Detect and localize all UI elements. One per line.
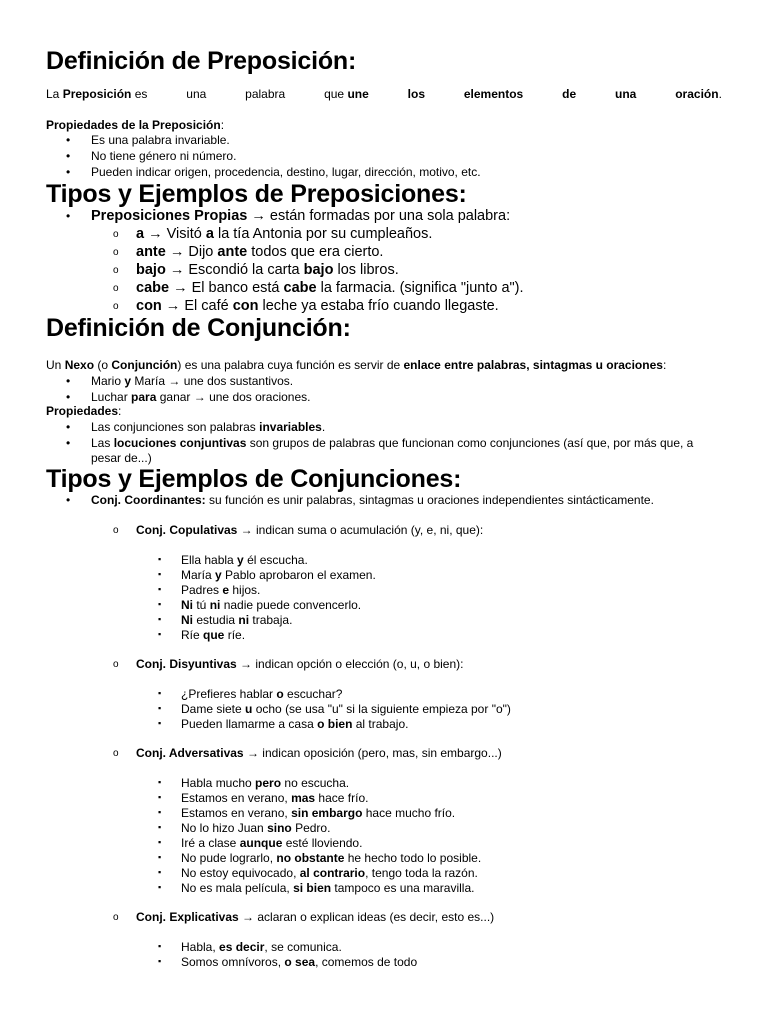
conj-example-item	[181, 718, 408, 730]
conj-group-example-seg: , se comunica.	[264, 940, 342, 954]
conj-group-example-seg: y	[215, 568, 222, 582]
conj-group-heading	[136, 658, 464, 670]
square-bullet-icon: ▪	[158, 792, 162, 802]
conj-group-example-seg: u	[245, 702, 253, 716]
conj-group-example-seg: No es mala película,	[181, 881, 294, 895]
prep-intro-word	[562, 88, 576, 100]
prep-intro-word	[245, 88, 285, 100]
conj-group-example-seg: Estamos en verano,	[181, 806, 292, 820]
conj-group-example-seg: Habla,	[181, 940, 220, 954]
prep-example-seg: bajo	[303, 262, 334, 278]
heading-prep-definition: Definición de Preposición:	[46, 47, 357, 75]
conj-group-heading-bold: Conj. Copulativas	[136, 523, 238, 537]
prep-example-item	[136, 227, 432, 242]
heading-prep-types: Tipos y Ejemplos de Preposiciones:	[46, 180, 467, 208]
prep-intro-seg: palabra	[245, 87, 286, 101]
conj-property-item	[91, 437, 693, 449]
prep-example-seg: la farmacia. (significa "junto a").	[316, 280, 524, 296]
conj-group-example-seg: hace mucho frío.	[362, 806, 456, 820]
conj-example-item	[91, 375, 293, 387]
conj-types-item-bold: Conj. Coordinantes:	[91, 493, 206, 507]
prep-types-item	[91, 209, 510, 224]
conj-group-heading	[136, 747, 502, 759]
circle-bullet-icon: o	[113, 229, 119, 240]
heading-conj-definition: Definición de Conjunción:	[46, 314, 351, 342]
prep-example-item	[136, 245, 383, 260]
prep-example-seg: a	[205, 226, 214, 242]
conj-example-item	[181, 837, 362, 849]
circle-bullet-icon: o	[113, 748, 119, 759]
prep-intro-word	[464, 88, 523, 100]
conj-example-item	[181, 941, 342, 953]
conj-group-example-seg: no obstante	[276, 851, 345, 865]
conj-example-seg: ganar → une dos oraciones.	[156, 390, 311, 404]
prep-example-seg: → Dijo	[165, 244, 218, 260]
conj-group-example-seg: ni	[209, 598, 221, 612]
conj-group-example-seg: Estamos en verano,	[181, 791, 292, 805]
conj-example-item	[181, 614, 292, 626]
conj-property-seg: Las	[91, 436, 114, 450]
square-bullet-icon: ▪	[158, 569, 162, 579]
circle-bullet-icon: o	[113, 912, 119, 923]
conj-props-continuation: pesar de...)	[91, 451, 152, 465]
prep-example-seg: → El café	[161, 298, 233, 314]
conj-group-heading-rest: → aclaran o explican ideas (es decir, esto es...)	[238, 910, 495, 924]
conj-group-example-seg: ni	[238, 613, 250, 627]
circle-bullet-icon: o	[113, 301, 119, 312]
square-bullet-icon: ▪	[158, 688, 162, 698]
conj-intro-seg: ) es una palabra cuya función es servir de	[177, 358, 404, 372]
prep-property-item: No tiene género ni número.	[91, 149, 237, 163]
conj-group-example-seg: no escucha.	[281, 776, 350, 790]
prep-example-seg: → Escondió la carta	[165, 262, 304, 278]
conj-group-example-seg: Ríe	[181, 628, 204, 642]
conj-group-example-seg: tú	[193, 598, 210, 612]
conj-group-example-seg: , tengo toda la razón.	[365, 866, 478, 880]
prep-intro-word	[46, 88, 147, 100]
conj-group-example-seg: Pedro.	[291, 821, 331, 835]
conj-group-example-seg: Habla mucho	[181, 776, 256, 790]
conj-group-example-seg: No estoy equivocado,	[181, 866, 300, 880]
prep-intro-word	[615, 88, 636, 100]
circle-bullet-icon: o	[113, 525, 119, 536]
conj-example-seg: María → une dos sustantivos.	[131, 374, 294, 388]
conj-group-example-seg: No lo hizo Juan	[181, 821, 268, 835]
conj-intro-seg: enlace entre palabras, sintagmas u oraciones	[403, 358, 663, 372]
square-bullet-icon: ▪	[158, 554, 162, 564]
bullet-icon: •	[66, 390, 71, 404]
conj-group-example-seg: hace frío.	[315, 791, 369, 805]
circle-bullet-icon: o	[113, 265, 119, 276]
conj-group-example-seg: Somos omnívoros,	[181, 955, 285, 969]
square-bullet-icon: ▪	[158, 822, 162, 832]
prep-example-seg: con	[136, 298, 162, 314]
square-bullet-icon: ▪	[158, 629, 162, 639]
prep-example-item	[136, 263, 399, 278]
prep-intro-seg: .	[718, 87, 722, 101]
bullet-icon: •	[66, 420, 71, 434]
prep-intro-seg: elementos	[463, 87, 524, 101]
conj-example-seg: para	[131, 390, 157, 404]
conj-group-example-seg: No pude lograrlo,	[181, 851, 277, 865]
square-bullet-icon: ▪	[158, 867, 162, 877]
conj-intro-seg: Nexo	[64, 358, 95, 372]
square-bullet-icon: ▪	[158, 941, 162, 951]
prep-types-item-rest: → están formadas por una sola palabra:	[247, 208, 511, 224]
square-bullet-icon: ▪	[158, 614, 162, 624]
prep-example-seg: → Visitó	[144, 226, 206, 242]
conj-group-example-seg: esté lloviendo.	[282, 836, 363, 850]
conj-group-example-seg: si bien	[293, 881, 332, 895]
conj-property-seg: locuciones conjuntivas	[113, 436, 247, 450]
conj-group-example-seg: sino	[267, 821, 292, 835]
conj-group-example-seg: Ni	[181, 613, 193, 627]
prep-example-seg: cabe	[283, 280, 317, 296]
conj-group-example-seg: trabaja.	[249, 613, 293, 627]
conj-example-item	[181, 688, 342, 700]
square-bullet-icon: ▪	[158, 703, 162, 713]
conj-group-example-seg: estudia	[193, 613, 239, 627]
prep-example-item	[136, 281, 524, 296]
conj-example-item	[181, 867, 478, 879]
circle-bullet-icon: o	[113, 247, 119, 258]
heading-conj-types: Tipos y Ejemplos de Conjunciones:	[46, 465, 462, 493]
prep-intro-seg: une	[347, 87, 369, 101]
conj-group-example-seg: ¿Prefieres hablar	[181, 687, 277, 701]
bullet-icon: •	[66, 436, 71, 450]
prep-example-seg: ante	[136, 244, 166, 260]
conj-props-label-text: Propiedades	[46, 404, 119, 418]
conj-group-example-seg: o	[276, 687, 284, 701]
conj-group-example-seg: es decir	[219, 940, 265, 954]
conj-group-example-seg: al trabajo.	[352, 717, 409, 731]
prep-example-seg: ante	[217, 244, 248, 260]
prep-intro-seg: una	[615, 87, 637, 101]
square-bullet-icon: ▪	[158, 807, 162, 817]
prep-intro-seg: una	[186, 87, 207, 101]
conj-group-example-seg: hijos.	[229, 583, 261, 597]
conj-group-example-seg: mas	[291, 791, 316, 805]
conj-group-example-seg: que	[203, 628, 225, 642]
conj-group-example-seg: Padres	[181, 583, 223, 597]
prep-example-seg: cabe	[136, 280, 170, 296]
conj-group-heading-bold: Conj. Explicativas	[136, 910, 239, 924]
conj-props-label	[46, 405, 121, 417]
prep-intro-seg: oración	[675, 87, 719, 101]
bullet-icon: •	[66, 165, 71, 179]
prep-example-seg: la tía Antonia por su cumpleaños.	[213, 226, 433, 242]
conj-example-item	[181, 629, 245, 641]
conj-property-seg: .	[321, 420, 326, 434]
conj-intro-line	[46, 359, 666, 371]
conj-property-seg: Las conjunciones son palabras	[91, 420, 260, 434]
conj-group-example-seg: Pueden llamarme a casa	[181, 717, 318, 731]
prep-intro-seg: La	[46, 87, 63, 101]
conj-example-seg: Luchar	[91, 390, 132, 404]
prep-intro-seg: los	[407, 87, 425, 101]
conj-group-example-seg: escuchar?	[283, 687, 343, 701]
bullet-icon: •	[66, 493, 71, 507]
conj-group-example-seg: e	[222, 583, 230, 597]
conj-group-heading-rest: → indican oposición (pero, mas, sin embargo...)	[243, 746, 502, 760]
conj-property-seg: son grupos de palabras que funcionan como conjunciones (así que, por más que, a	[246, 436, 694, 450]
prep-props-label	[46, 119, 224, 131]
conj-example-item	[181, 584, 260, 596]
prep-intro-seg: es	[131, 87, 148, 101]
prep-intro-word	[186, 88, 206, 100]
conj-group-example-seg: María	[181, 568, 216, 582]
conj-group-heading-rest: → indican opción o elección (o, u, o bien):	[236, 657, 464, 671]
conj-group-example-seg: pero	[255, 776, 282, 790]
conj-example-item	[181, 703, 511, 715]
conj-group-example-seg: he hecho todo lo posible.	[344, 851, 482, 865]
conj-example-item	[181, 852, 481, 864]
conj-example-item	[91, 391, 311, 403]
prep-props-colon: :	[220, 118, 225, 132]
bullet-icon: •	[66, 209, 71, 223]
conj-group-example-seg: Ella habla	[181, 553, 238, 567]
conj-group-heading	[136, 911, 494, 923]
bullet-icon: •	[66, 133, 71, 147]
prep-intro-word	[324, 88, 369, 100]
conj-types-item	[91, 494, 654, 506]
prep-props-label-text: Propiedades de la Preposición	[46, 118, 221, 132]
conj-group-heading-rest: → indican suma o acumulación (y, e, ni, que):	[237, 523, 484, 537]
conj-group-example-seg: o sea	[284, 955, 316, 969]
conj-example-seg: Mario	[91, 374, 125, 388]
conj-example-item	[181, 956, 417, 968]
prep-intro-word	[675, 88, 722, 100]
prep-example-seg: con	[232, 298, 259, 314]
conj-types-item-rest: su función es unir palabras, sintagmas u oraciones independientes sintácticamente.	[205, 493, 654, 507]
conj-example-item	[181, 882, 474, 894]
conj-group-example-seg: ríe.	[224, 628, 246, 642]
square-bullet-icon: ▪	[158, 956, 162, 966]
square-bullet-icon: ▪	[158, 837, 162, 847]
conj-example-item	[181, 822, 330, 834]
prep-example-seg: → El banco está	[169, 280, 284, 296]
conj-group-example-seg: nadie puede convencerlo.	[220, 598, 362, 612]
prep-intro-seg: Preposición	[62, 87, 132, 101]
prep-types-item-bold: Preposiciones Propias	[91, 208, 248, 224]
conj-intro-seg: Conjunción	[111, 358, 178, 372]
conj-group-example-seg: él escucha.	[243, 553, 308, 567]
prep-example-seg: bajo	[136, 262, 166, 278]
conj-intro-seg: Un	[46, 358, 65, 372]
conj-group-example-seg: Dame siete	[181, 702, 246, 716]
prep-intro-word	[408, 88, 425, 100]
conj-group-example-seg: , comemos de todo	[315, 955, 418, 969]
prep-example-item	[136, 299, 499, 314]
prep-intro-line	[46, 88, 722, 100]
conj-group-example-seg: o bien	[317, 717, 353, 731]
conj-example-item	[181, 777, 349, 789]
bullet-icon: •	[66, 374, 71, 388]
conj-group-example-seg: Iré a clase	[181, 836, 240, 850]
conj-group-example-seg: tampoco es una maravilla.	[331, 881, 475, 895]
conj-group-heading-bold: Conj. Adversativas	[136, 746, 244, 760]
conj-group-heading-bold: Conj. Disyuntivas	[136, 657, 237, 671]
conj-example-item	[181, 554, 308, 566]
conj-example-item	[181, 807, 455, 819]
conj-example-item	[181, 792, 368, 804]
conj-group-heading	[136, 524, 483, 536]
circle-bullet-icon: o	[113, 283, 119, 294]
conj-group-example-seg: y	[237, 553, 244, 567]
prep-property-item: Es una palabra invariable.	[91, 133, 230, 147]
conj-group-example-seg: ocho (se usa "u" si la siguiente empieza por "o")	[252, 702, 511, 716]
prep-property-item: Pueden indicar origen, procedencia, destino, lugar, dirección, motivo, etc.	[91, 165, 481, 179]
conj-intro-seg: :	[662, 358, 667, 372]
conj-group-example-seg: aunque	[239, 836, 283, 850]
bullet-icon: •	[66, 149, 71, 163]
prep-intro-seg: de	[562, 87, 577, 101]
conj-example-item	[181, 569, 376, 581]
prep-example-seg: todos que era cierto.	[247, 244, 384, 260]
conj-group-example-seg: Pablo aprobaron el examen.	[221, 568, 376, 582]
square-bullet-icon: ▪	[158, 777, 162, 787]
conj-property-seg: invariables	[259, 420, 322, 434]
conj-intro-seg: (o	[94, 358, 112, 372]
prep-example-seg: leche ya estaba frío cuando llegaste.	[258, 298, 499, 314]
circle-bullet-icon: o	[113, 659, 119, 670]
prep-example-seg: los libros.	[333, 262, 399, 278]
conj-group-example-seg: al contrario	[299, 866, 366, 880]
conj-property-item	[91, 421, 325, 433]
conj-group-example-seg: sin embargo	[291, 806, 363, 820]
conj-example-seg: y	[124, 374, 132, 388]
square-bullet-icon: ▪	[158, 718, 162, 728]
prep-example-seg: a	[136, 226, 145, 242]
conj-group-example-seg: Ni	[181, 598, 193, 612]
square-bullet-icon: ▪	[158, 882, 162, 892]
square-bullet-icon: ▪	[158, 584, 162, 594]
square-bullet-icon: ▪	[158, 599, 162, 609]
square-bullet-icon: ▪	[158, 852, 162, 862]
conj-props-colon: :	[118, 404, 122, 418]
prep-intro-seg: que	[324, 87, 348, 101]
conj-example-item	[181, 599, 361, 611]
